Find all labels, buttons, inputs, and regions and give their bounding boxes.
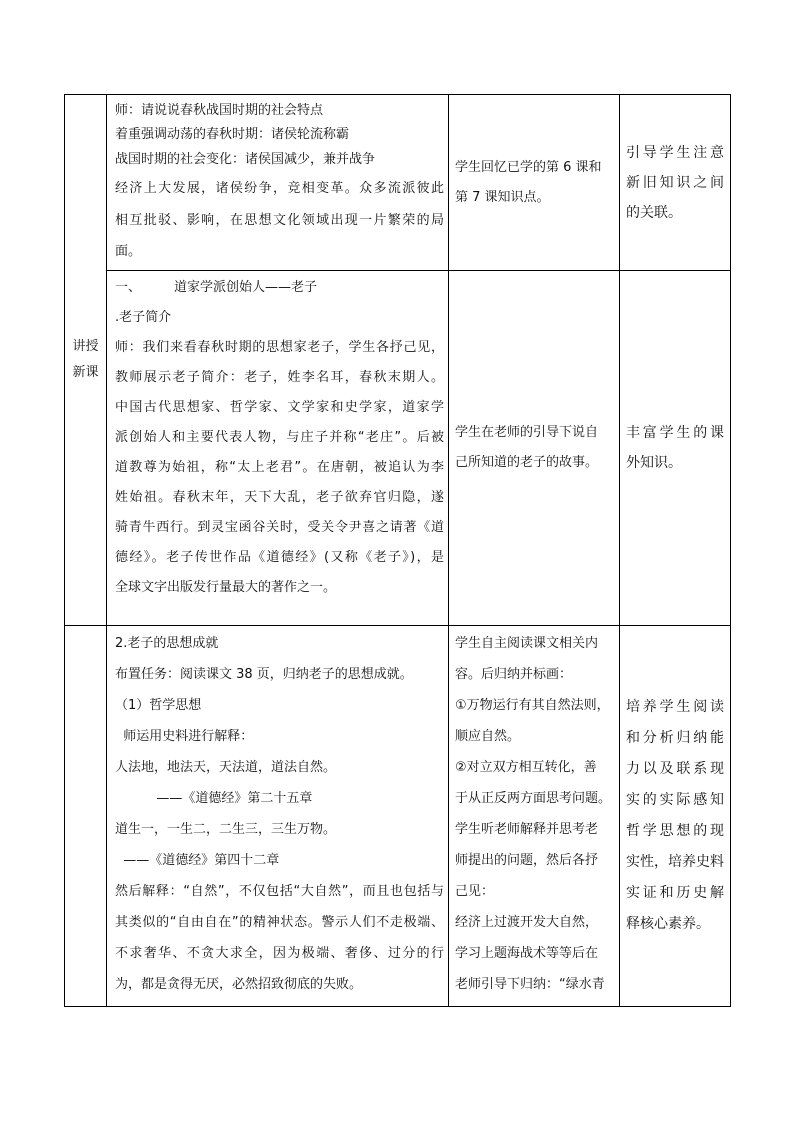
text-line: 师：请说说春秋战国时期的社会特点: [115, 103, 324, 118]
stage-cell: [65, 95, 107, 626]
text-line: 和分析归纳能: [626, 730, 724, 746]
text-line: 一、 道家学派创始人——老子: [115, 280, 318, 295]
text-line: 第 7 课知识点。: [455, 189, 550, 205]
design-intent-cell: [620, 271, 731, 626]
text-line: 释核心素养。: [626, 916, 710, 932]
text-line: 实的实际感知: [626, 792, 724, 808]
text-line: 学生在老师的引导下说自: [455, 425, 599, 440]
student-activity-cell: [449, 271, 620, 626]
text-line: 外知识。: [626, 455, 682, 471]
text-line: 中国古代思想家、哲学家、文学家和史学家，道家学: [115, 400, 444, 415]
text-line: 派创始人和主要代表人物，与庄子并称“老庄”。后被: [115, 430, 444, 445]
design-intent-cell: [620, 95, 731, 271]
text-line: 姓始祖。春秋末年，天下大乱，老子欲弃官归隐，遂: [115, 490, 444, 505]
text-line: 战国时期的社会变化：诸侯国减少，兼并战争: [115, 152, 376, 167]
text-line: 人法地，地法天，天法道，道法自然。: [115, 760, 337, 775]
student-activity-cell: [449, 95, 620, 271]
student-activity-cell: [449, 626, 620, 1007]
text-line: 老师引导下归纳：“绿水青: [455, 977, 605, 992]
text-line: ——《道德经》第二十五章: [115, 791, 313, 806]
teacher-activity-cell: [107, 626, 449, 1007]
text-line: 师运用史料进行解释：: [115, 729, 254, 744]
text-line: 布置任务：阅读课文 38 页，归纳老子的思想成就。: [115, 667, 413, 682]
text-line: 容。后归纳并标画：: [455, 667, 573, 682]
text-line: 2.老子的思想成就: [115, 636, 219, 651]
stage-label: 新课: [72, 365, 99, 380]
text-line: 师：我们来看春秋时期的思想家老子，学生各抒己见，: [115, 340, 444, 355]
text-line: 全球文字出版发行量最大的著作之一。: [115, 580, 337, 595]
text-line: 师提出的问题，然后各抒: [455, 853, 599, 868]
text-line: 学生回忆已学的第 6 课和: [455, 159, 602, 175]
text-line: 不求奢华、不贪大求全，因为极端、奢侈、过分的行: [115, 946, 444, 961]
text-line: 顺应自然。: [455, 729, 521, 744]
text-line: ——《道德经》第四十二章: [115, 853, 280, 868]
text-line: 德经》。老子传世作品《道德经》(又称《老子》)，是: [115, 550, 444, 565]
text-line: 着重强调动荡的春秋时期：诸侯轮流称霸: [115, 127, 350, 142]
text-line: 培养学生阅读: [626, 699, 724, 715]
text-line: 骑青牛西行。到灵宝函谷关时，受关令尹喜之请著《道: [115, 520, 444, 535]
text-line: 道生一，一生二，二生三，三生万物。: [115, 822, 337, 837]
text-line: 学生自主阅读课文相关内: [455, 636, 599, 651]
text-line: 实证和历史解: [626, 885, 724, 901]
stage-label: 讲授: [72, 339, 99, 354]
table-row: [65, 626, 731, 1007]
text-line: 力以及联系现: [626, 761, 724, 777]
text-line: 教师展示老子简介：老子，姓李名耳，春秋末期人。: [115, 370, 444, 385]
text-line: ①万物运行有其自然法则，: [455, 698, 610, 713]
stage-cell: [65, 626, 107, 1007]
text-line: （1）哲学思想: [115, 698, 202, 713]
text-line: 的关联。: [626, 204, 682, 221]
text-line: 己所知道的老子的故事。: [455, 455, 599, 470]
text-line: 新旧知识之间: [626, 174, 724, 191]
text-line: 丰富学生的课: [626, 425, 724, 441]
lesson-plan-table: [64, 94, 731, 1007]
table-row: [65, 271, 731, 626]
text-line: 道教尊为始祖，称“太上老君”。在唐朝，被追认为李: [115, 460, 444, 475]
text-line: 为，都是贪得无厌，必然招致彻底的失败。: [115, 977, 363, 992]
text-line: 于从正反两方面思考问题。: [455, 791, 612, 806]
text-line: 实性，培养史料: [626, 854, 724, 870]
table-row: [65, 95, 731, 271]
text-line: 己见：: [455, 884, 495, 899]
text-line: 经济上大发展，诸侯纷争，竞相变革。众多流派彼此: [115, 181, 444, 196]
text-line: 学生听老师解释并思考老: [455, 822, 599, 837]
text-line: 然后解释：“自然”，不仅包括“大自然”，而且也包括与: [115, 884, 444, 899]
design-intent-cell: [620, 626, 731, 1007]
text-line: 相互批驳、影响，在思想文化领域出现一片繁荣的局: [115, 213, 444, 228]
text-line: 引导学生注意: [626, 144, 724, 161]
text-line: 其类似的“自由自在”的精神状态。警示人们不走极端、: [115, 915, 444, 930]
text-line: 面。: [115, 244, 142, 259]
text-line: 哲学思想的现: [626, 823, 724, 839]
teacher-activity-cell: [107, 271, 449, 626]
text-line: 学习上题海战术等等后在: [455, 946, 599, 961]
text-line: 经济上过渡开发大自然，: [455, 915, 599, 930]
teacher-activity-cell: [107, 95, 449, 271]
text-line: .老子简介: [115, 310, 172, 325]
text-line: ②对立双方相互转化，善: [455, 760, 597, 775]
